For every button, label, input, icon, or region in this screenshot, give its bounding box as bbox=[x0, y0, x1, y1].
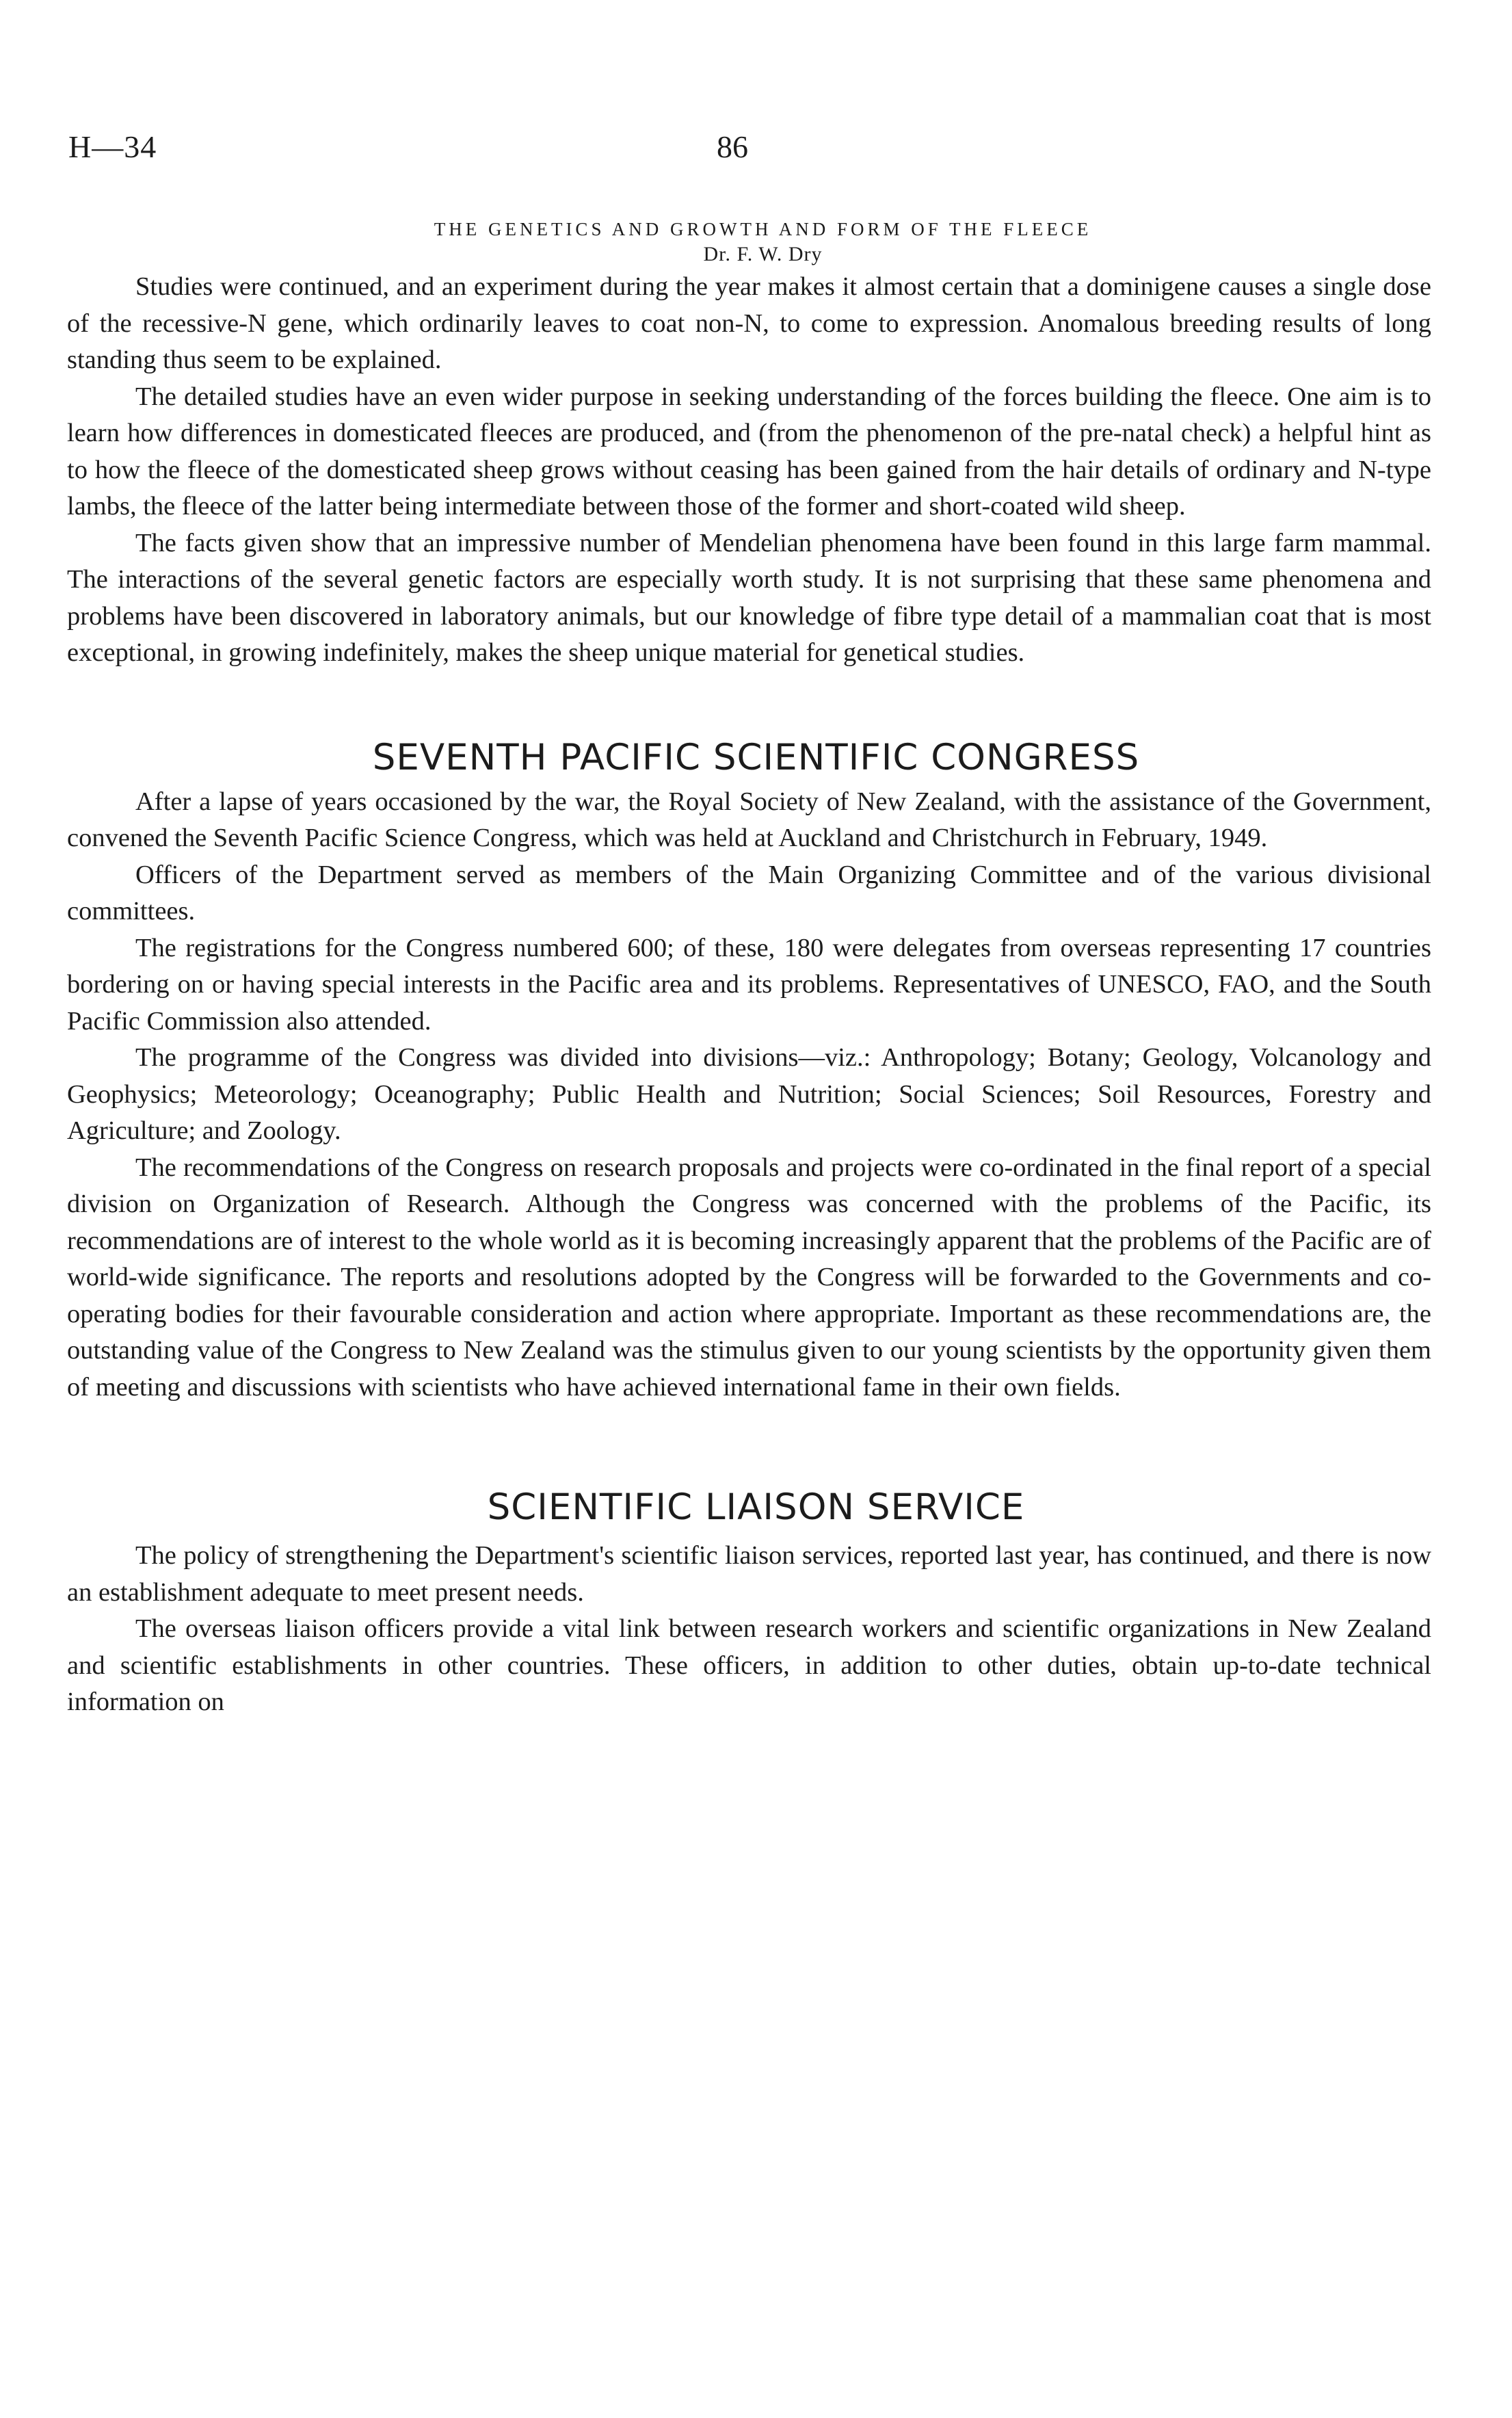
paragraph: The detailed studies have an even wider purpose in seeking understanding of the forces building the fleece. One aim is to learn how differences in domesticated fleeces are produced, and (from the phenomenon of the pre-natal check) a helpful hint as to how the fleece of the domesticated sheep grows without ceasing has been gained from the hair details of ordinary and N-type lambs, the fleece of the latter being intermediate between those of the former and short-coated wild sheep. bbox=[67, 382, 1431, 521]
document-reference: H—34 bbox=[68, 129, 157, 164]
section-heading: SEVENTH PACIFIC SCIENTIFIC CONGRESS bbox=[372, 736, 1140, 778]
paragraph: The programme of the Congress was divided into divisions—viz.: Anthropology; Botany; Geology, Volcanology and Geophysics; Meteorology; Oceanography; Public Health and Nutrition; Social Sciences; Soil Resources, Forestry and Agriculture; and Zoology. bbox=[67, 1043, 1431, 1145]
paragraph: The policy of strengthening the Department's scientific liaison services, reported last year, has continued, and there is now an establishment adequate to meet present needs. bbox=[67, 1541, 1431, 1607]
page-number: 86 bbox=[717, 129, 748, 164]
paragraph: After a lapse of years occasioned by the war, the Royal Society of New Zealand, with the assistance of the Government, convened the Seventh Pacific Science Congress, which was held at Auckland and Christchurch in February, 1949. bbox=[67, 787, 1431, 852]
genetics-section-author: Dr. F. W. Dry bbox=[703, 243, 823, 265]
paragraph: The registrations for the Congress numbered 600; of these, 180 were delegates from overseas representing 17 countries bordering on or having special interests in the Pacific area and its problems. Representatives of UNESCO, FAO, and the South Pacific Commission also attended. bbox=[67, 933, 1431, 1036]
paragraph: The recommendations of the Congress on research proposals and projects were co-ordinated in the final report of a special division on Organization of Research. Although the Congress was concerned with the problems of the Pacific, its recommendations are of interest to the whole world as it is becoming increasingly apparent that the problems of the Pacific are of world-wide significance. The reports and resolutions adopted by the Congress will be forwarded to the Governments and co-operating bodies for their favourable consideration and action where appropriate. Important as these recommendations are, the outstanding value of the Congress to New Zealand was the stimulus given to our young scientists by the opportunity given them of meeting and discussions with scientists who have achieved international fame in their own fields. bbox=[67, 1153, 1431, 1402]
genetics-section-title: THE GENETICS AND GROWTH AND FORM OF THE FLEECE bbox=[434, 219, 1092, 239]
paragraph: Officers of the Department served as members of the Main Organizing Committee and of the various divisional committees. bbox=[67, 860, 1431, 925]
liaison-section bbox=[67, 1486, 1431, 1721]
page-body bbox=[67, 219, 1431, 1721]
paragraph: The overseas liaison officers provide a vital link between research workers and scientific organizations in New Zealand and scientific establishments in other countries. These officers, in addition to other duties, obtain up-to-date technical information on bbox=[67, 1614, 1431, 1716]
genetics-section bbox=[67, 219, 1431, 672]
section-heading: SCIENTIFIC LIAISON SERVICE bbox=[487, 1486, 1025, 1528]
paragraph: Studies were continued, and an experiment during the year makes it almost certain that a dominigene causes a single dose of the recessive-N gene, which ordinarily leaves to coat non-N, to come to expression. Anomalous breeding results of long standing thus seem to be explained. bbox=[67, 272, 1431, 374]
pacific-congress-section bbox=[67, 737, 1431, 1406]
paragraph: The facts given show that an impressive number of Mendelian phenomena have been found in this large farm mammal. The interactions of the several genetic factors are especially worth study. It is not surprising that these same phenomena and problems have been discovered in laboratory animals, but our knowledge of fibre type detail of a mammalian coat that is most exceptional, in growing indefinitely, makes the sheep unique material for genetical studies. bbox=[67, 528, 1431, 667]
